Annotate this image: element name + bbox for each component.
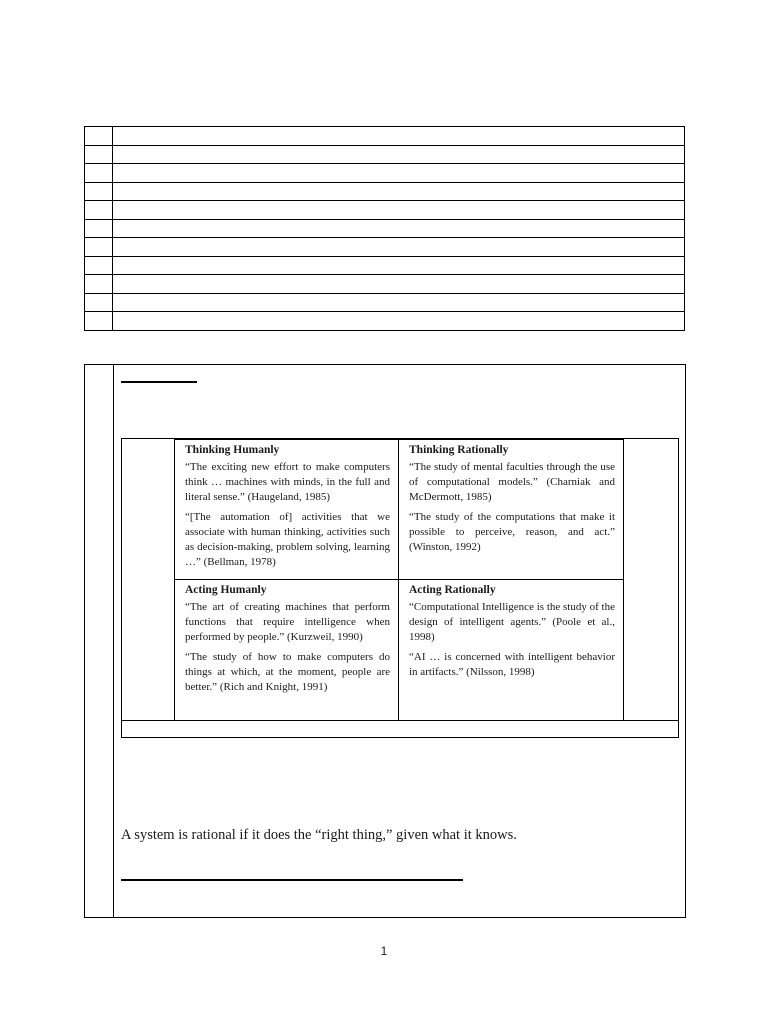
table-row: [85, 312, 685, 331]
empty-table: [84, 126, 685, 331]
table-row: [85, 201, 685, 220]
cell-heading: Thinking Humanly: [185, 444, 280, 456]
cell-thinking-humanly: [175, 440, 399, 580]
section-underline: [121, 879, 463, 881]
cell-quote: “Computational Intelligence is the study of the design of intelligent agents.” (Poole et al., 1998): [409, 601, 615, 643]
table-row: [85, 256, 685, 275]
cell-quote: “The study of the computations that make it possible to perceive, reason, and act.” (Winston, 1992): [409, 511, 615, 553]
cell-quote: “The exciting new effort to make computers think … machines with minds, in the full and literal sense.” (Haugeland, 1985): [185, 461, 390, 503]
table-row: [85, 164, 685, 183]
title-underline: [121, 381, 197, 383]
table-row: [85, 293, 685, 312]
cell-quote: “The study of how to make computers do things at which, at the moment, people are better.” (Rich and Knight, 1991): [185, 651, 390, 693]
cell-quote: “[The automation of] activities that we associate with human thinking, activities such as decision-making, problem solving, learning …” (Bellman, 1978): [185, 511, 390, 568]
cell-acting-rationally: [399, 580, 623, 720]
content-frame: [84, 364, 686, 918]
cell-thinking-rationally: [399, 440, 623, 580]
table-row: [85, 275, 685, 294]
table-row: [85, 182, 685, 201]
table-row: [85, 145, 685, 164]
table-row: [85, 238, 685, 257]
table-row: [85, 219, 685, 238]
margin-divider: [113, 365, 114, 917]
cell-heading: Acting Rationally: [409, 584, 496, 596]
page-number: 1: [380, 944, 388, 958]
cell-heading: Acting Humanly: [185, 584, 267, 596]
table-row: [85, 127, 685, 146]
rational-definition-text: A system is rational if it does the “right thing,” given what it knows.: [121, 827, 517, 843]
cell-acting-humanly: [175, 580, 399, 720]
cell-quote: “The art of creating machines that perform functions that require intelligence when performed by people.” (Kurzweil, 1990): [185, 601, 390, 643]
ai-definitions-figure: [174, 439, 624, 721]
cell-quote: “AI … is concerned with intelligent behavior in artifacts.” (Nilsson, 1998): [409, 651, 615, 678]
cell-heading: Thinking Rationally: [409, 444, 509, 456]
cell-quote: “The study of mental faculties through the use of computational models.” (Charniak and McDermott, 1985): [409, 461, 615, 503]
